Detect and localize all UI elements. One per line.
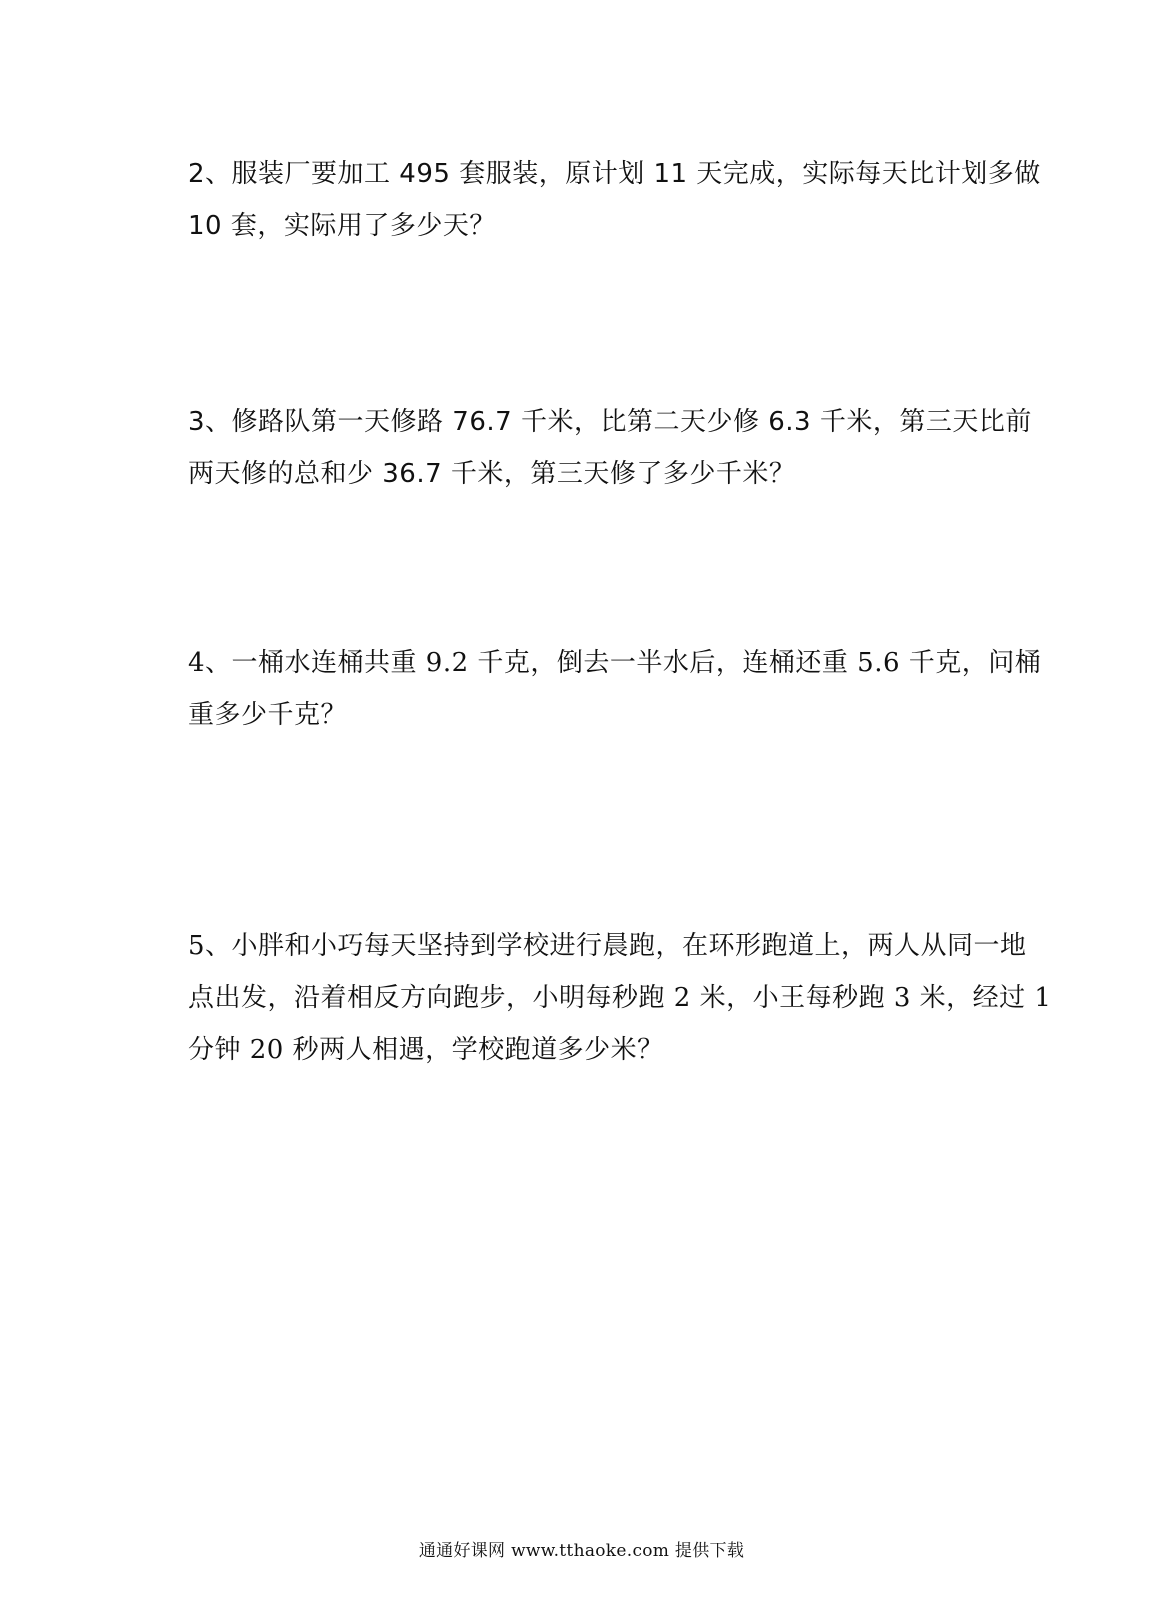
- problem-line: 2、服装厂要加工 495 套服装，原计划 11 天完成，实际每天比计划多做: [188, 159, 1041, 189]
- problem-line: 5、小胖和小巧每天坚持到学校进行晨跑，在环形跑道上，两人从同一地: [188, 931, 1027, 961]
- problem-line: 10 套，实际用了多少天？: [188, 211, 496, 241]
- problem-2: [188, 148, 1041, 252]
- problem-5: [188, 920, 1052, 1076]
- problem-line: 重多少千克？: [188, 700, 348, 730]
- problem-line: 点出发，沿着相反方向跑步，小明每秒跑 2 米，小王每秒跑 3 米，经过 1: [188, 983, 1052, 1013]
- problem-3: [188, 396, 1032, 500]
- problem-line: 两天修的总和少 36.7 千米，第三天修了多少千米？: [188, 459, 796, 489]
- problem-line: 3、修路队第一天修路 76.7 千米，比第二天少修 6.3 千米，第三天比前: [188, 407, 1032, 437]
- problem-4: [188, 637, 1042, 741]
- footer-download-note: 通通好课网 www.tthaoke.com 提供下载: [418, 1541, 745, 1561]
- problem-line: 4、一桶水连桶共重 9.2 千克，倒去一半水后，连桶还重 5.6 千克，问桶: [188, 648, 1042, 678]
- problem-line: 分钟 20 秒两人相遇，学校跑道多少米？: [188, 1035, 664, 1065]
